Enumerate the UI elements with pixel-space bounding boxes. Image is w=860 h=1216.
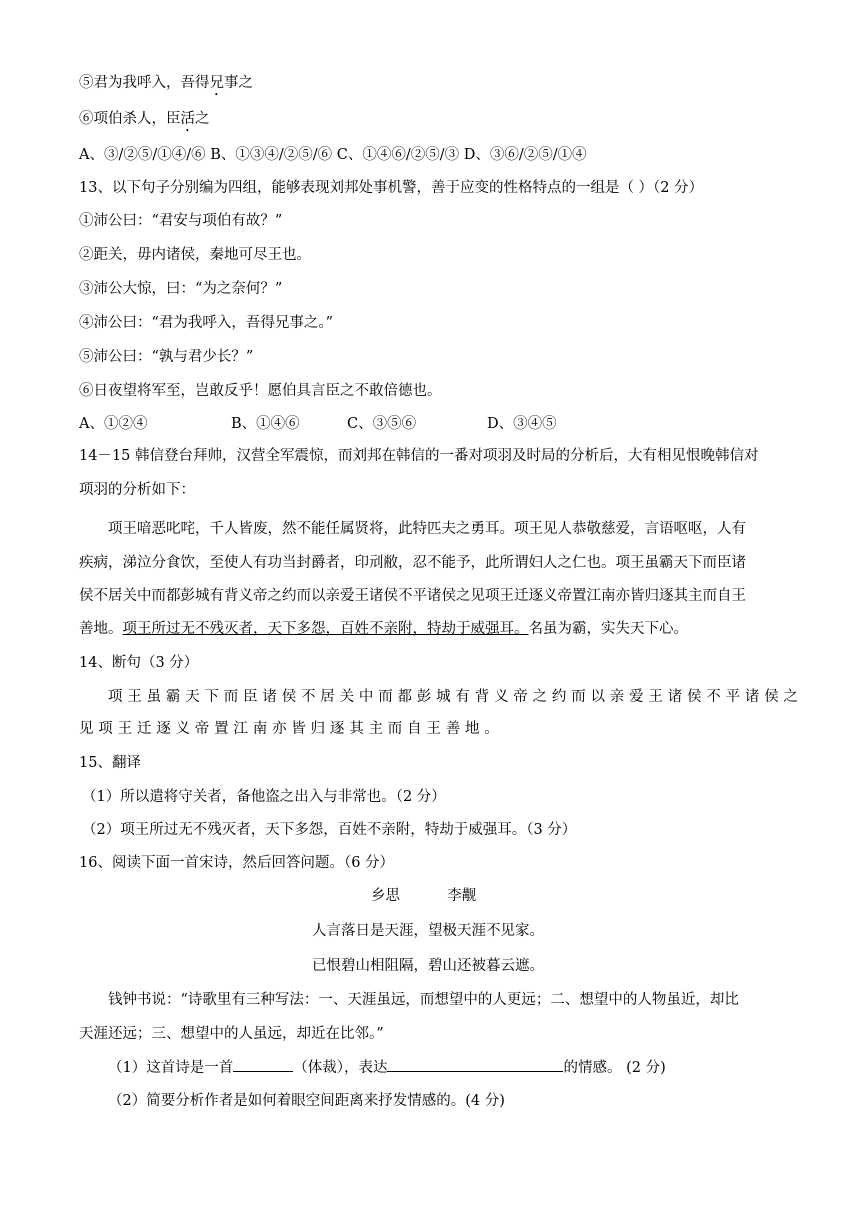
q12-item-6	[79, 109, 784, 135]
q14-15-intro-line-2: 项羽的分析如下：	[79, 482, 195, 498]
q13-stem: 13、以下句子分别编为四组，能够表现刘邦处事机警，善于应变的性格特点的一组是（ ）（2 分）	[79, 180, 704, 196]
passage-line-1: 项王喑恶叱咤，千人皆废，然不能任属贤将，此特匹夫之勇耳。项王见人恭敬慈爱，言语呕呕，人有	[108, 521, 746, 537]
passage-line-3: 侯不居关中而都彭城有背义帝之约而以亲爱王诸侯不平诸侯之见项王迁逐义帝置江南亦皆归逐其主而自王	[79, 588, 746, 604]
q15-title: 15、翻译	[79, 755, 141, 771]
poem-header	[371, 886, 784, 906]
poem-title: 乡思	[371, 888, 400, 904]
q14-15-intro-line-1: 14－15 韩信登台拜帅，汉营全军震惊，而刘邦在韩信的一番对项羽及时局的分析后，大有相见恨晚韩信对	[79, 448, 759, 464]
passage-line-4-tail: 名虽为霸，实失天下心。	[528, 621, 688, 637]
passage-line-2: 疾病，涕泣分食饮，至使人有功当封爵者，印刓敝，忍不能予，此所谓妇人之仁也。项王虽霸天下而臣诸	[79, 555, 746, 571]
q13-sentence-4: ④沛公曰：“君为我呼入，吾得兄事之。”	[79, 315, 334, 331]
q12-item-6-text: ⑥项伯杀人，臣	[79, 111, 181, 127]
q13-option-c: C、③⑤⑥	[347, 416, 417, 432]
q12-item-5-text: ⑤君为我呼入，吾得	[79, 75, 210, 91]
q13-sentence-2: ②距关，毋内诸侯，秦地可尽王也。	[79, 247, 311, 263]
poem-verse-2: 已恨碧山相阻隔，碧山还被暮云遮。	[312, 958, 544, 974]
q16-sub1-text-b: （体裁），表达	[293, 1060, 388, 1076]
q12-item-5-tail: 事之	[224, 75, 253, 91]
genre-answer-blank[interactable]	[233, 1057, 293, 1072]
q12-item-5	[79, 73, 784, 99]
q13-option-b: B、①④⑥	[231, 416, 300, 432]
q14-text-line-1: 项王虽霸天下而臣诸侯不居关中而都彭城有背义帝之约而以亲爱王诸侯不平诸侯之	[108, 689, 803, 705]
q15-item-1: （1）所以遣将守关者，备他盗之出入与非常也。（2 分）	[82, 789, 446, 805]
poem-verse-1: 人言落日是天涯，望极天涯不见家。	[312, 923, 544, 939]
q13-sentence-3: ③沛公大惊，曰：“为之奈何？”	[79, 281, 283, 297]
q13-option-d: D、③④⑤	[487, 416, 557, 432]
passage-line-4	[79, 619, 784, 639]
q12-item-6-dotted-char: 活	[180, 111, 195, 127]
q16-sub1-text-a: （1）这首诗是一首	[108, 1060, 234, 1076]
q12-item-6-tail: 之	[195, 111, 210, 127]
q16-sub1-text-c: 的情感。 (2 分)	[563, 1060, 666, 1076]
emotion-answer-blank[interactable]	[387, 1057, 563, 1072]
q14-text-line-2: 见项王迁逐义帝置江南亦皆归逐其主而自王善地。	[79, 721, 504, 737]
q16-sub-question-1	[108, 1057, 784, 1078]
q12-options: A、③/②⑤/①④/⑥ B、①③④/②⑤/⑥ C、①④⑥/②⑤/③ D、③⑥/②⑤/①④	[79, 147, 587, 163]
q13-option-a: A、①②④	[79, 416, 148, 432]
q16-quote-line-1: 钱钟书说：“诗歌里有三种写法：一、天涯虽远，而想望中的人更远；二、想望中的人物虽近，却比	[108, 992, 739, 1008]
q16-sub-question-2: （2）简要分析作者是如何着眼空间距离来抒发情感的。(4 分)	[108, 1093, 505, 1109]
q13-sentence-5: ⑤沛公曰：“孰与君少长？”	[79, 349, 254, 365]
q16-stem: 16、阅读下面一首宋诗，然后回答问题。（6 分）	[79, 855, 395, 871]
passage-underlined-sentence: 项王所过无不残灭者，天下多怨，百姓不亲附，特劫于威强耳。	[122, 621, 529, 637]
q12-item-5-dotted-char: 兄	[209, 75, 224, 91]
q13-sentence-6: ⑥日夜望将军至，岂敢反乎！愿伯具言臣之不敢倍德也。	[79, 383, 442, 399]
q15-item-2: （2）项王所过无不残灭者，天下多怨，百姓不亲附，特劫于威强耳。（3 分）	[82, 822, 577, 838]
poem-author: 李觏	[447, 888, 477, 904]
passage-line-4-head: 善地。	[79, 621, 123, 637]
q16-quote-line-2: 天涯还远；三、想望中的人虽远，却近在比邻。”	[79, 1026, 384, 1042]
q13-sentence-1: ①沛公曰：“君安与项伯有故？”	[79, 213, 283, 229]
q14-title: 14、断句（3 分）	[79, 655, 199, 671]
